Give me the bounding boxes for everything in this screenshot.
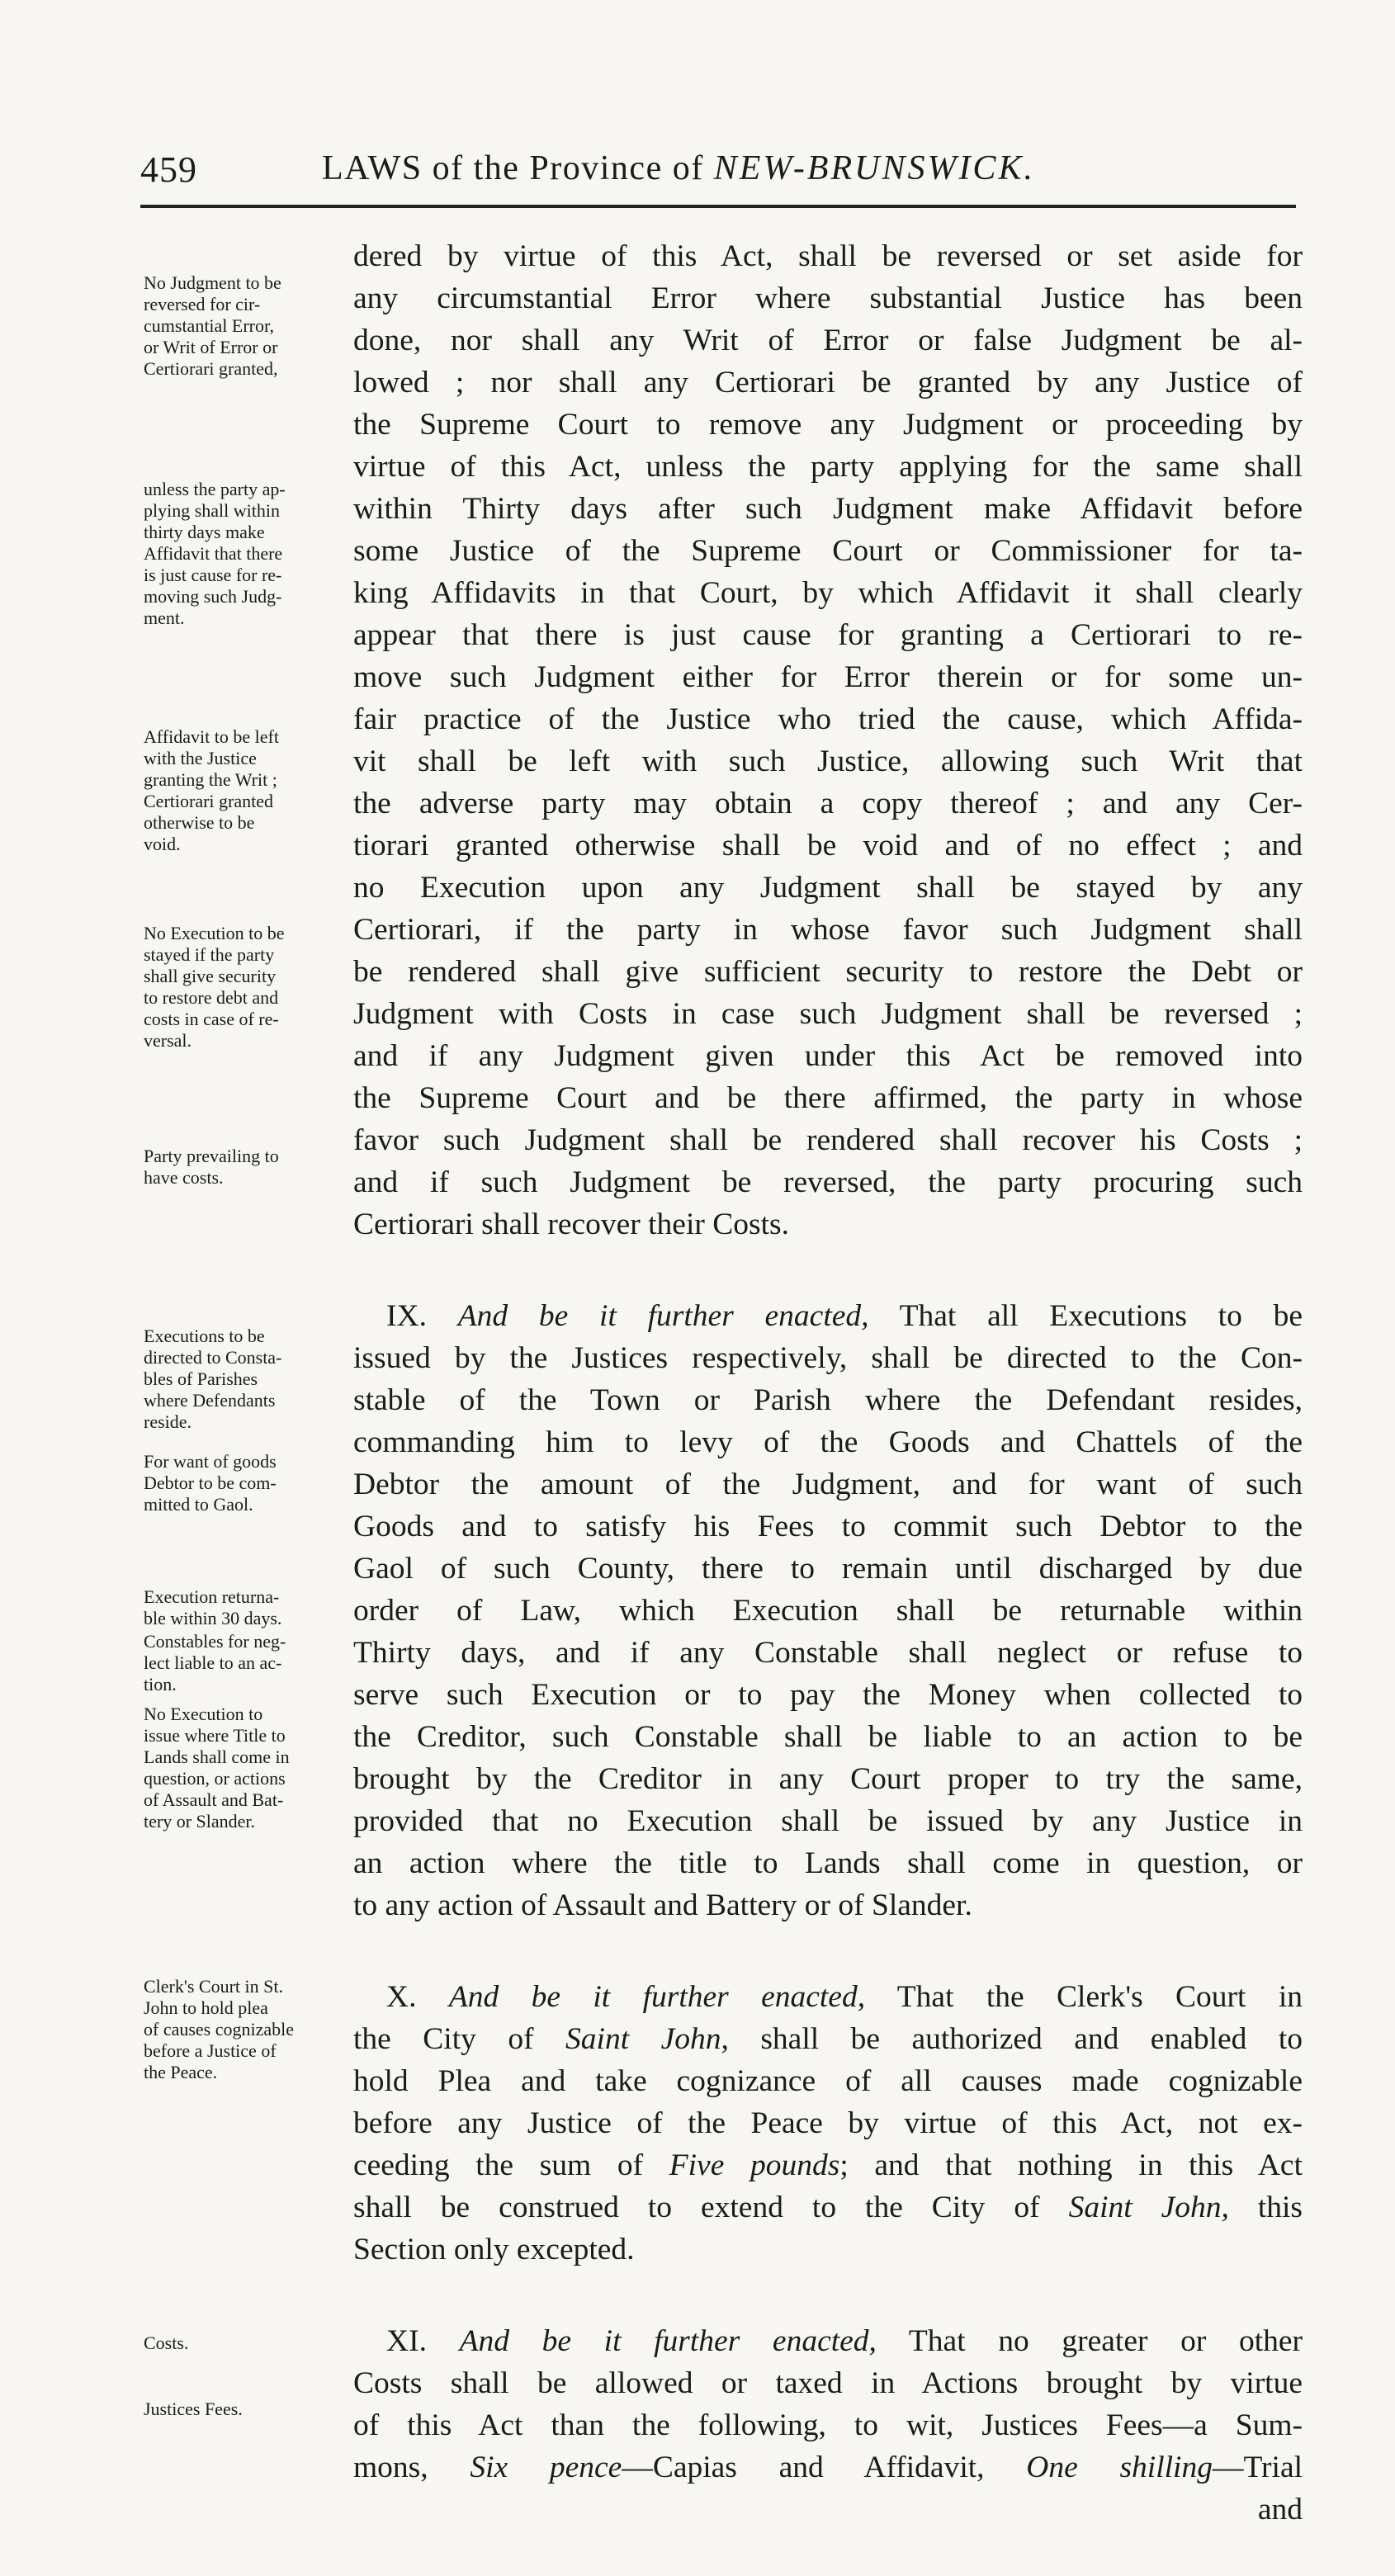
margin-note-line: No Execution to [144,1704,263,1724]
margin-note-line: cumstantial Error, [144,315,274,336]
text-line: king Affidavits in that Court, by which Affidavit it shall clearly [353,576,1303,610]
margin-note-line: Justices Fees. [144,2399,243,2419]
margin-note-unless-party-applying [144,479,348,629]
margin-note-executions-directed [144,1326,348,1433]
margin-note-line: Costs. [144,2333,189,2353]
margin-note-line: before a Justice of [144,2040,277,2061]
text-line: to any action of Assault and Battery or of Slander. [353,1888,972,1922]
page-number: 459 [140,149,197,190]
margin-note-want-of-goods [144,1451,348,1515]
text-line: and if such Judgment be reversed, the party procuring such [353,1165,1303,1199]
margin-note-line: Execution returna- [144,1586,280,1607]
margin-note-line: where Defendants [144,1390,276,1411]
text-line [353,2446,1303,2489]
margin-note-line: void. [144,834,181,854]
text-line: within Thirty days after such Judgment make Affidavit before [353,492,1303,526]
margin-note-line: tion. [144,1674,177,1694]
margin-note-line: Affidavit to be left [144,726,279,747]
title-province: NEW-BRUNSWICK. [713,149,1035,187]
city-name: Saint John, [1068,2191,1229,2224]
text-line: done, nor shall any Writ of Error or false Judgment be al- [353,324,1303,357]
margin-note-line: Debtor to be com- [144,1472,277,1493]
text-line: Goods and to satisfy his Fees to commit such Debtor to the [353,1510,1303,1543]
margin-note-line: ment. [144,607,185,628]
text-line: Certiorari, if the party in whose favor such Judgment shall [353,913,1303,947]
header-rule [140,205,1296,208]
margin-note-line: the Peace. [144,2062,218,2082]
section-number: XI. [386,2324,427,2358]
margin-note-line: of Assault and Bat- [144,1789,284,1810]
section-xi-first-line [353,2320,1303,2362]
text-span: —Trial [1212,2451,1303,2484]
margin-note-line: reversed for cir- [144,294,261,314]
text-line: provided that no Execution shall be issued by any Justice in [353,1804,1303,1838]
text-line: stable of the Town or Parish where the Defendant resides, [353,1383,1303,1417]
text-line: hold Plea and take cognizance of all causes made cognizable [353,2064,1303,2098]
margin-note-line: John to hold plea [144,1997,268,2018]
text-line: lowed ; nor shall any Certiorari be granted by any Justice of [353,366,1303,399]
margin-note-line: Certiorari granted [144,791,273,811]
margin-note-line: Constables for neg- [144,1631,286,1652]
text-span: —Capias and Affidavit, [622,2451,985,2484]
text-line: dered by virtue of this Act, shall be reversed or set aside for [353,239,1303,273]
text-line: move such Judgment either for Error therein or for some un- [353,660,1303,694]
margin-note-line: Affidavit that there [144,543,283,564]
catchword: and [1257,2493,1303,2526]
margin-note-line: Party prevailing to [144,1146,279,1166]
city-name: Saint John, [565,2022,729,2056]
margin-note-line: granting the Writ ; [144,769,277,790]
text-line: Costs shall be allowed or taxed in Actions brought by virtue [353,2366,1303,2400]
enacting-clause: And be it further enacted, [457,1299,869,1333]
margin-note-line: is just cause for re- [144,565,282,585]
text-span: shall be construed to extend to the City of [353,2191,1040,2224]
amount: One shilling [1026,2451,1213,2484]
text-line: tiorari granted otherwise shall be void and of no effect ; and [353,829,1303,863]
section-number: X. [386,1980,417,2014]
text-line: the Creditor, such Constable shall be liable to an action to be [353,1720,1303,1754]
margin-note-line: For want of goods [144,1451,277,1472]
text-line: Debtor the amount of the Judgment, and for want of such [353,1468,1303,1501]
margin-note-line: moving such Judg- [144,586,282,607]
text-line: fair practice of the Justice who tried the cause, which Affida- [353,702,1303,736]
margin-note-line: bles of Parishes [144,1368,258,1389]
text-line: order of Law, which Execution shall be returnable within [353,1594,1303,1628]
margin-note-line: directed to Consta- [144,1347,282,1368]
text-line: commanding him to levy of the Goods and Chattels of the [353,1425,1303,1459]
margin-note-line: ble within 30 days. [144,1608,282,1628]
margin-note-line: Lands shall come in [144,1746,290,1767]
section-ix-first-line [353,1295,1303,1337]
text-line: favor such Judgment shall be rendered shall recover his Costs ; [353,1123,1303,1157]
section-x-first-line [353,1976,1303,2018]
text-line: the Supreme Court to remove any Judgment or proceeding by [353,408,1303,442]
margin-note-line: shall give security [144,966,277,986]
margin-note-justices-fees [144,2399,348,2420]
margin-note-line: thirty days make [144,522,265,542]
main-text-column [353,235,1303,2531]
margin-note-line: Clerk's Court in St. [144,1976,283,1997]
margin-note-line: otherwise to be [144,812,255,833]
text-line: issued by the Justices respectively, shall be directed to the Con- [353,1341,1303,1375]
text-line: Gaol of such County, there to remain until discharged by due [353,1552,1303,1586]
running-title [322,149,1035,188]
text-line: Certiorari shall recover their Costs. [353,1208,789,1241]
text-line: an action where the title to Lands shall come in question, or [353,1846,1303,1880]
text-line: virtue of this Act, unless the party applying for the same shall [353,450,1303,484]
text-line [353,2186,1303,2229]
text-line: and if any Judgment given under this Act be removed into [353,1039,1303,1073]
margin-note-execution-returnable [144,1586,348,1629]
margin-note-line: have costs. [144,1167,224,1188]
margin-note-line: to restore debt and [144,987,279,1008]
text-span: ; and that nothing in this Act [839,2148,1303,2182]
margin-note-affidavit-left [144,726,348,855]
running-head [140,147,1296,205]
text-span: the City of [353,2022,534,2056]
text-line: the Supreme Court and be there affirmed, the party in whose [353,1081,1303,1115]
margin-note-line: of causes cognizable [144,2019,295,2040]
margin-note-line: plying shall within [144,500,280,521]
text-line: any circumstantial Error where substantial Justice has been [353,281,1303,315]
text-span: That all Executions to be [899,1299,1303,1333]
margin-note-no-execution-stayed [144,923,348,1052]
margin-note-no-execution-lands [144,1704,348,1832]
margin-note-line: Executions to be [144,1326,265,1346]
margin-note-line: issue where Title to [144,1725,286,1746]
margin-note-line: costs in case of re- [144,1009,279,1029]
text-line: serve such Execution or to pay the Money when collected to [353,1678,1303,1712]
text-line: the adverse party may obtain a copy thereof ; and any Cer- [353,787,1303,820]
amount: Six pence [470,2451,622,2484]
margin-note-line: stayed if the party [144,944,275,965]
text-line [353,2018,1303,2060]
margin-note-party-prevailing [144,1146,348,1189]
text-span: this [1257,2191,1303,2224]
text-line: be rendered shall give sufficient security to restore the Debt or [353,955,1303,989]
margin-note-line: Certiorari granted, [144,358,278,379]
title-middle: of the Province of [432,149,704,187]
margin-note-line: question, or actions [144,1768,286,1789]
text-span: ceeding the sum of [353,2148,644,2182]
text-line: vit shall be left with such Justice, allowing such Writ that [353,744,1303,778]
margin-note-constables-neglect [144,1631,348,1695]
text-line: of this Act than the following, to wit, Justices Fees—a Sum- [353,2408,1303,2442]
text-span: mons, [353,2451,428,2484]
title-prefix: LAWS [322,149,423,187]
text-line: before any Justice of the Peace by virtue of this Act, not ex- [353,2106,1303,2140]
text-line: Section only excepted. [353,2233,635,2266]
text-line: no Execution upon any Judgment shall be stayed by any [353,871,1303,905]
margin-note-no-judgment-reversed [144,272,348,380]
text-line [353,2144,1303,2186]
margin-note-line: reside. [144,1411,192,1432]
margin-note-line: unless the party ap- [144,479,286,499]
enacting-clause: And be it further enacted, [459,2324,877,2358]
text-line: appear that there is just cause for granting a Certiorari to re- [353,618,1303,652]
margin-note-line: No Execution to be [144,923,285,943]
margin-note-line: No Judgment to be [144,272,281,293]
section-number: IX. [386,1299,427,1333]
text-line: Judgment with Costs in case such Judgment shall be reversed ; [353,997,1303,1031]
margin-note-line: lect liable to an ac- [144,1652,282,1673]
text-span: That the Clerk's Court in [896,1980,1303,2014]
text-line: some Justice of the Supreme Court or Commissioner for ta- [353,534,1303,568]
margin-note-clerks-court [144,1976,348,2083]
margin-note-line: tery or Slander. [144,1811,256,1832]
margin-note-line: mitted to Gaol. [144,1494,253,1515]
margin-note-costs [144,2333,348,2354]
text-span: That no greater or other [908,2324,1303,2358]
margin-note-line: versal. [144,1030,192,1051]
margin-note-line: or Writ of Error or [144,337,278,357]
enacting-clause: And be it further enacted, [448,1980,866,2014]
text-line: Thirty days, and if any Constable shall neglect or refuse to [353,1636,1303,1670]
text-span: shall be authorized and enabled to [760,2022,1303,2056]
margin-note-line: with the Justice [144,748,257,768]
amount: Five pounds [669,2148,840,2182]
text-line: brought by the Creditor in any Court proper to try the same, [353,1762,1303,1796]
